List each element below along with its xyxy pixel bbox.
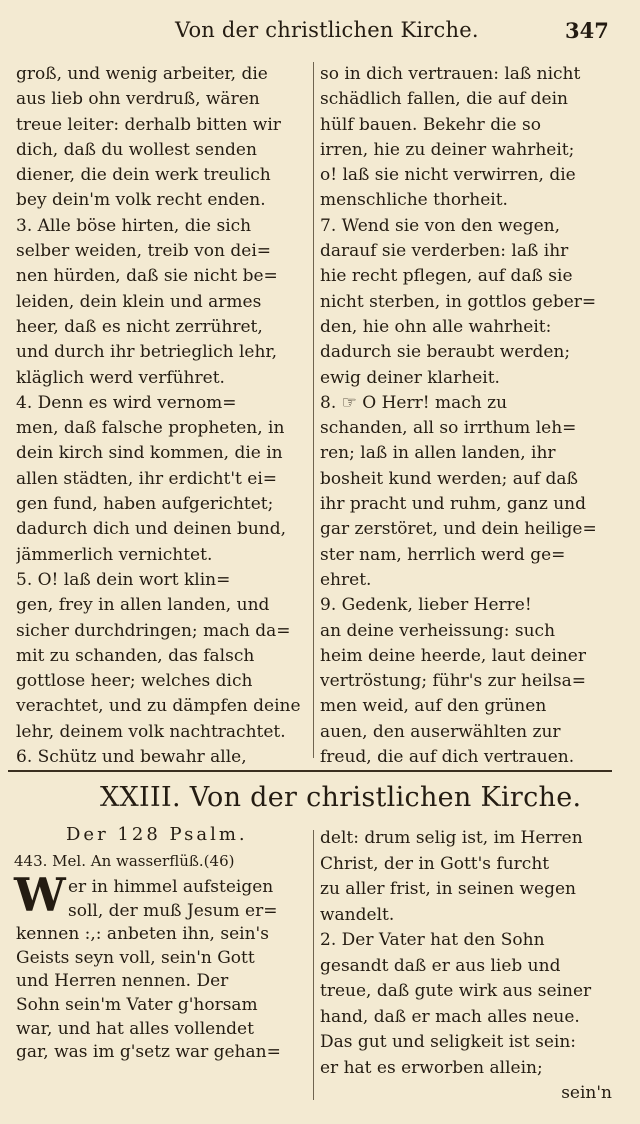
- psalm-label: Der 128 Psalm.: [66, 824, 248, 845]
- text-line: schädlich fallen, die auf dein: [320, 89, 568, 110]
- text-line: nicht sterben, in gottlos geber=: [320, 291, 597, 312]
- text-line: dadurch sie beraubt werden;: [320, 342, 571, 363]
- text-line: menschliche thorheit.: [320, 190, 508, 211]
- text-line: so in dich vertrauen: laß nicht: [320, 64, 581, 84]
- text-line: den, hie ohn alle wahrheit:: [320, 316, 552, 337]
- text-line: selber weiden, treib von dei=: [16, 241, 271, 262]
- text-line: o! laß sie nicht verwirren, die: [320, 165, 576, 186]
- text-line: war, und hat alles vollendet: [16, 1018, 254, 1039]
- text-line: lehr, deinem volk nachtrachtet.: [16, 721, 286, 742]
- text-line: gen, frey in allen landen, und: [16, 595, 270, 616]
- text-line: er in himmel aufsteigen: [68, 877, 274, 897]
- text-line: heim deine heerde, laut deiner: [320, 645, 586, 666]
- text-line: soll, der muß Jesum er=: [68, 900, 278, 921]
- text-line: diener, die dein werk treulich: [16, 165, 271, 186]
- text-line: treue leiter: derhalb bitten wir: [16, 114, 281, 135]
- text-line: allen städten, ihr erdicht't ei=: [16, 468, 278, 489]
- text-line: mit zu schanden, das falsch: [16, 645, 255, 666]
- text-line: darauf sie verderben: laß ihr: [320, 241, 569, 262]
- text-line: gar, was im g'setz war gehan=: [16, 1042, 281, 1063]
- text-line: zu aller frist, in seinen wegen: [320, 879, 577, 899]
- text-line: heer, daß es nicht zerrühret,: [16, 316, 263, 337]
- text-line: dich, daß du wollest senden: [16, 139, 257, 160]
- section-divider: [8, 770, 612, 772]
- text-line: an deine verheissung: such: [320, 620, 556, 641]
- text-line: leiden, dein klein und armes: [16, 291, 262, 312]
- text-line: Christ, der in Gott's furcht: [320, 853, 550, 874]
- top-right-column: [320, 62, 612, 770]
- text-line: gen fund, haben aufgerichtet;: [16, 494, 274, 515]
- text-line: hülf bauen. Bekehr die so: [320, 114, 541, 135]
- text-line: auen, den auserwählten zur: [320, 721, 561, 742]
- text-line: und Herren nennen. Der: [16, 971, 229, 992]
- text-line: schanden, all so irrthum leh=: [320, 418, 577, 439]
- text-line: aus lieb ohn verdruß, wären: [16, 89, 260, 110]
- text-line: ihr pracht und ruhm, ganz und: [320, 494, 587, 515]
- text-line: 5. O! laß dein wort klin=: [16, 569, 231, 590]
- text-line: sicher durchdringen; mach da=: [16, 620, 291, 641]
- text-line: irren, hie zu deiner wahrheit;: [320, 139, 575, 160]
- text-line: wandelt.: [320, 904, 395, 925]
- text-line: er hat es erworben allein;: [320, 1057, 543, 1078]
- text-line: 6. Schütz und bewahr alle,: [16, 747, 247, 768]
- drop-cap: W: [14, 868, 66, 922]
- running-title: Von der christlichen Kirche.: [175, 18, 479, 42]
- hymn-reference: 443. Mel. An wasserflüß.(46): [14, 852, 235, 870]
- column-divider: [313, 62, 314, 758]
- text-line: Sohn sein'm Vater g'horsam: [16, 994, 258, 1015]
- text-line: 4. Denn es wird vernom=: [16, 392, 237, 413]
- text-line: kennen :,: anbeten ihn, sein's: [16, 924, 269, 945]
- text-line: ewig deiner klarheit.: [320, 367, 500, 388]
- text-line: ehret.: [320, 569, 372, 590]
- text-line: gesandt daß er aus lieb und: [320, 955, 561, 976]
- section-heading: XXIII. Von der christlichen Kirche.: [100, 782, 582, 813]
- text-line: freud, die auf dich vertrauen.: [320, 747, 575, 768]
- text-line: dein kirch sind kommen, die in: [16, 443, 283, 464]
- text-line: Das gut und seligkeit ist sein:: [320, 1032, 577, 1052]
- text-line: 2. Der Vater hat den Sohn: [320, 930, 545, 950]
- text-line: und durch ihr betrieglich lehr,: [16, 342, 278, 363]
- text-line: verachtet, und zu dämpfen deine: [16, 696, 301, 717]
- text-line: 3. Alle böse hirten, die sich: [16, 215, 252, 236]
- text-line: 8. ☞ O Herr! mach zu: [320, 392, 508, 413]
- text-line: ster nam, herrlich werd ge=: [320, 544, 566, 565]
- text-line: gar zerstöret, und dein heilige=: [320, 519, 597, 540]
- top-left-column: [16, 62, 308, 770]
- text-line: groß, und wenig arbeiter, die: [16, 64, 268, 84]
- column-divider: [313, 830, 314, 1100]
- text-line: delt: drum selig ist, im Herren: [320, 828, 583, 848]
- text-line: vertröstung; führ's zur heilsa=: [320, 671, 586, 692]
- text-line: dadurch dich und deinen bund,: [16, 519, 287, 540]
- text-line: men, daß falsche propheten, in: [16, 418, 285, 439]
- text-line: hie recht pflegen, auf daß sie: [320, 266, 573, 287]
- text-line: 7. Wend sie von den wegen,: [320, 215, 561, 236]
- text-line: jämmerlich vernichtet.: [16, 544, 213, 565]
- bottom-left-column: [16, 876, 308, 1065]
- text-line: bosheit kund werden; auf daß: [320, 468, 578, 489]
- bottom-right-column: [320, 826, 612, 1107]
- text-line: hand, daß er mach alles neue.: [320, 1006, 580, 1027]
- text-line: ren; laß in allen landen, ihr: [320, 443, 556, 464]
- text-line: kläglich werd verführet.: [16, 367, 225, 388]
- page-header: [0, 14, 640, 44]
- catchword: sein'n: [561, 1083, 612, 1103]
- text-line: nen hürden, daß sie nicht be=: [16, 266, 278, 287]
- text-line: gottlose heer; welches dich: [16, 671, 253, 692]
- text-line: Geists seyn voll, sein'n Gott: [16, 947, 255, 968]
- text-line: men weid, auf den grünen: [320, 696, 547, 717]
- text-line: bey dein'm volk recht enden.: [16, 190, 266, 211]
- page-number: 347: [565, 18, 609, 43]
- text-line: 9. Gedenk, lieber Herre!: [320, 595, 532, 616]
- text-line: treue, daß gute wirk aus seiner: [320, 981, 592, 1001]
